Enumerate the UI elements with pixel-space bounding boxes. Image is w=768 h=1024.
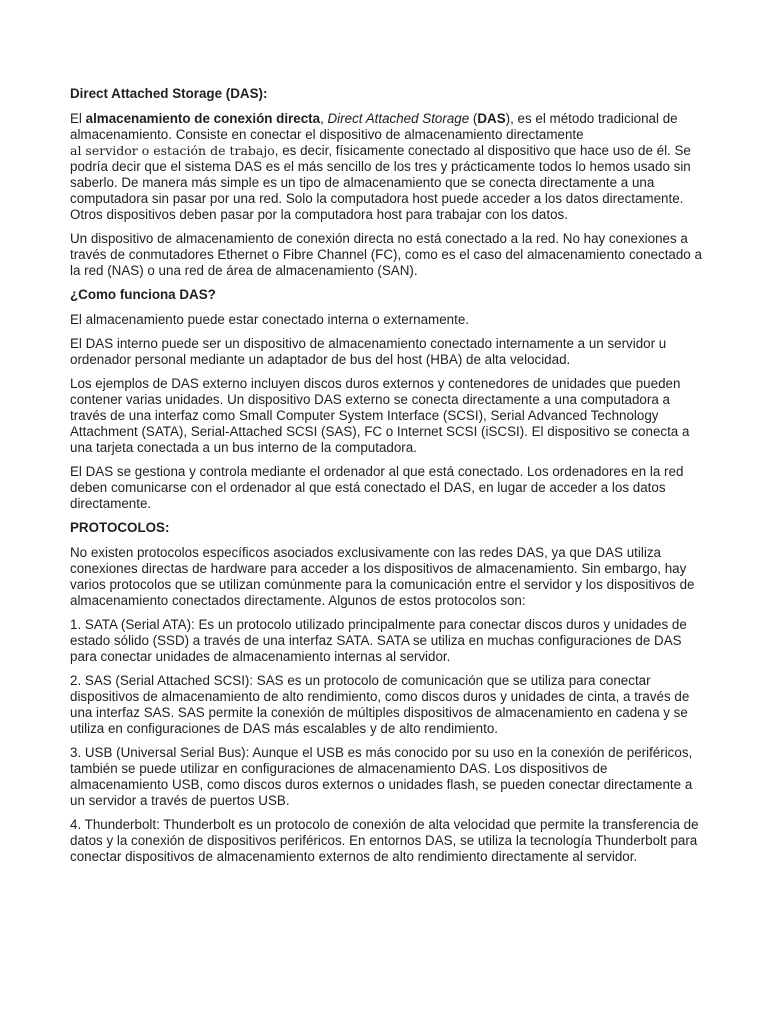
- protocol-item-thunderbolt: 4. Thunderbolt: Thunderbolt es un protocolo de conexión de alta velocidad que permite la transferencia de datos y la conexión de dispositivos periféricos. En entornos DAS, se utiliza la tecnología Thunderbolt para conectar dispositivos de almacenamiento externos de alto rendimiento directamente al servidor.: [70, 817, 699, 864]
- protocol-item-sata: 1. SATA (Serial ATA): Es un protocolo utilizado principalmente para conectar discos duros y unidades de estado sólido (SSD) a través de una interfaz SATA. SATA se utiliza en muchas configuraciones de DAS para conectar unidades de almacenamiento internas al servidor.: [70, 617, 687, 664]
- intro-text-run: El: [70, 111, 86, 126]
- intro-paragraph-2: Un dispositivo de almacenamiento de conexión directa no está conectado a la red. No hay conexiones a través de conmutadores Ethernet o Fibre Channel (FC), como es el caso del almacenamiento conectado a la red (NAS) o una red de área de almacenamiento (SAN).: [70, 231, 702, 278]
- document-title: Direct Attached Storage (DAS):: [70, 86, 268, 101]
- intro-text-run: (: [469, 111, 478, 126]
- intro-paragraph-1: [70, 111, 708, 223]
- protocol-item-sas: 2. SAS (Serial Attached SCSI): SAS es un protocolo de comunicación que se utiliza para conectar dispositivos de almacenamiento de alto rendimiento, como discos duros y unidades de cinta, a través de una interfaz SAS. SAS permite la conexión de múltiples dispositivos de almacenamiento en cadena y se utiliza en configuraciones de DAS más escalables y de alto rendimiento.: [70, 673, 690, 736]
- protocols-intro: No existen protocolos específicos asociados exclusivamente con las redes DAS, ya que DAS utiliza conexiones directas de hardware para acceder a los dispositivos de almacenamiento. Sin embargo, hay varios protocolos que se utilizan comúnmente para la comunicación entre el servidor y los dispositivos de almacenamiento conectados directamente. Algunos de estos protocolos son:: [70, 545, 695, 608]
- intro-text-run: ,: [320, 111, 328, 126]
- how-paragraph-1: El almacenamiento puede estar conectado interna o externamente.: [70, 312, 469, 327]
- intro-text-run: ), es el método tradicional de almacenamiento. Consiste en conectar el dispositivo de almacenamiento directamente: [70, 111, 678, 142]
- how-paragraph-4: El DAS se gestiona y controla mediante el ordenador al que está conectado. Los ordenadores en la red deben comunicarse con el ordenador al que está conectado el DAS, en lugar de acceder a los datos directamente.: [70, 464, 684, 511]
- how-paragraph-2: El DAS interno puede ser un dispositivo de almacenamiento conectado internamente a un servidor u ordenador personal mediante un adaptador de bus del host (HBA) de alta velocidad.: [70, 336, 667, 367]
- protocols-heading: PROTOCOLOS:: [70, 520, 170, 535]
- how-paragraph-3: Los ejemplos de DAS externo incluyen discos duros externos y contenedores de unidades que pueden contener varias unidades. Un dispositivo DAS externo se conecta directamente a una computadora a través de una interfaz como Small Computer System Interface (SCSI), Serial Advanced Technology Attachment (SATA), Serial-Attached SCSI (SAS), FC o Internet SCSI (iSCSI). El dispositivo se conecta a una tarjeta conectada a un bus interno de la computadora.: [70, 376, 690, 455]
- intro-serif-run: al servidor o estación de trabajo: [70, 143, 275, 158]
- intro-text-run: , es decir, físicamente conectado al dispositivo que hace uso de él. Se podría decir que el sistema DAS es el más sencillo de los tres y prácticamente todos lo hemos usado sin saberlo. De manera más simple es un tipo de almacenamiento que se conecta directamente a una computadora sin pasar por una red. Solo la computadora host puede acceder a los datos directamente. Otros dispositivos deben pasar por la computadora host para trabajar con los datos.: [70, 143, 691, 222]
- intro-bold-term: almacenamiento de conexión directa: [85, 111, 321, 126]
- protocol-item-usb: 3. USB (Universal Serial Bus): Aunque el USB es más conocido por su uso en la conexión de periféricos, también se puede utilizar en configuraciones de almacenamiento DAS. Los dispositivos de almacenamiento USB, como discos duros externos o unidades flash, se pueden conectar directamente a un servidor a través de puertos USB.: [70, 745, 693, 808]
- intro-italic-term: Direct Attached Storage: [327, 111, 470, 126]
- intro-bold-acronym: DAS: [477, 111, 506, 126]
- how-it-works-heading: ¿Como funciona DAS?: [70, 287, 216, 302]
